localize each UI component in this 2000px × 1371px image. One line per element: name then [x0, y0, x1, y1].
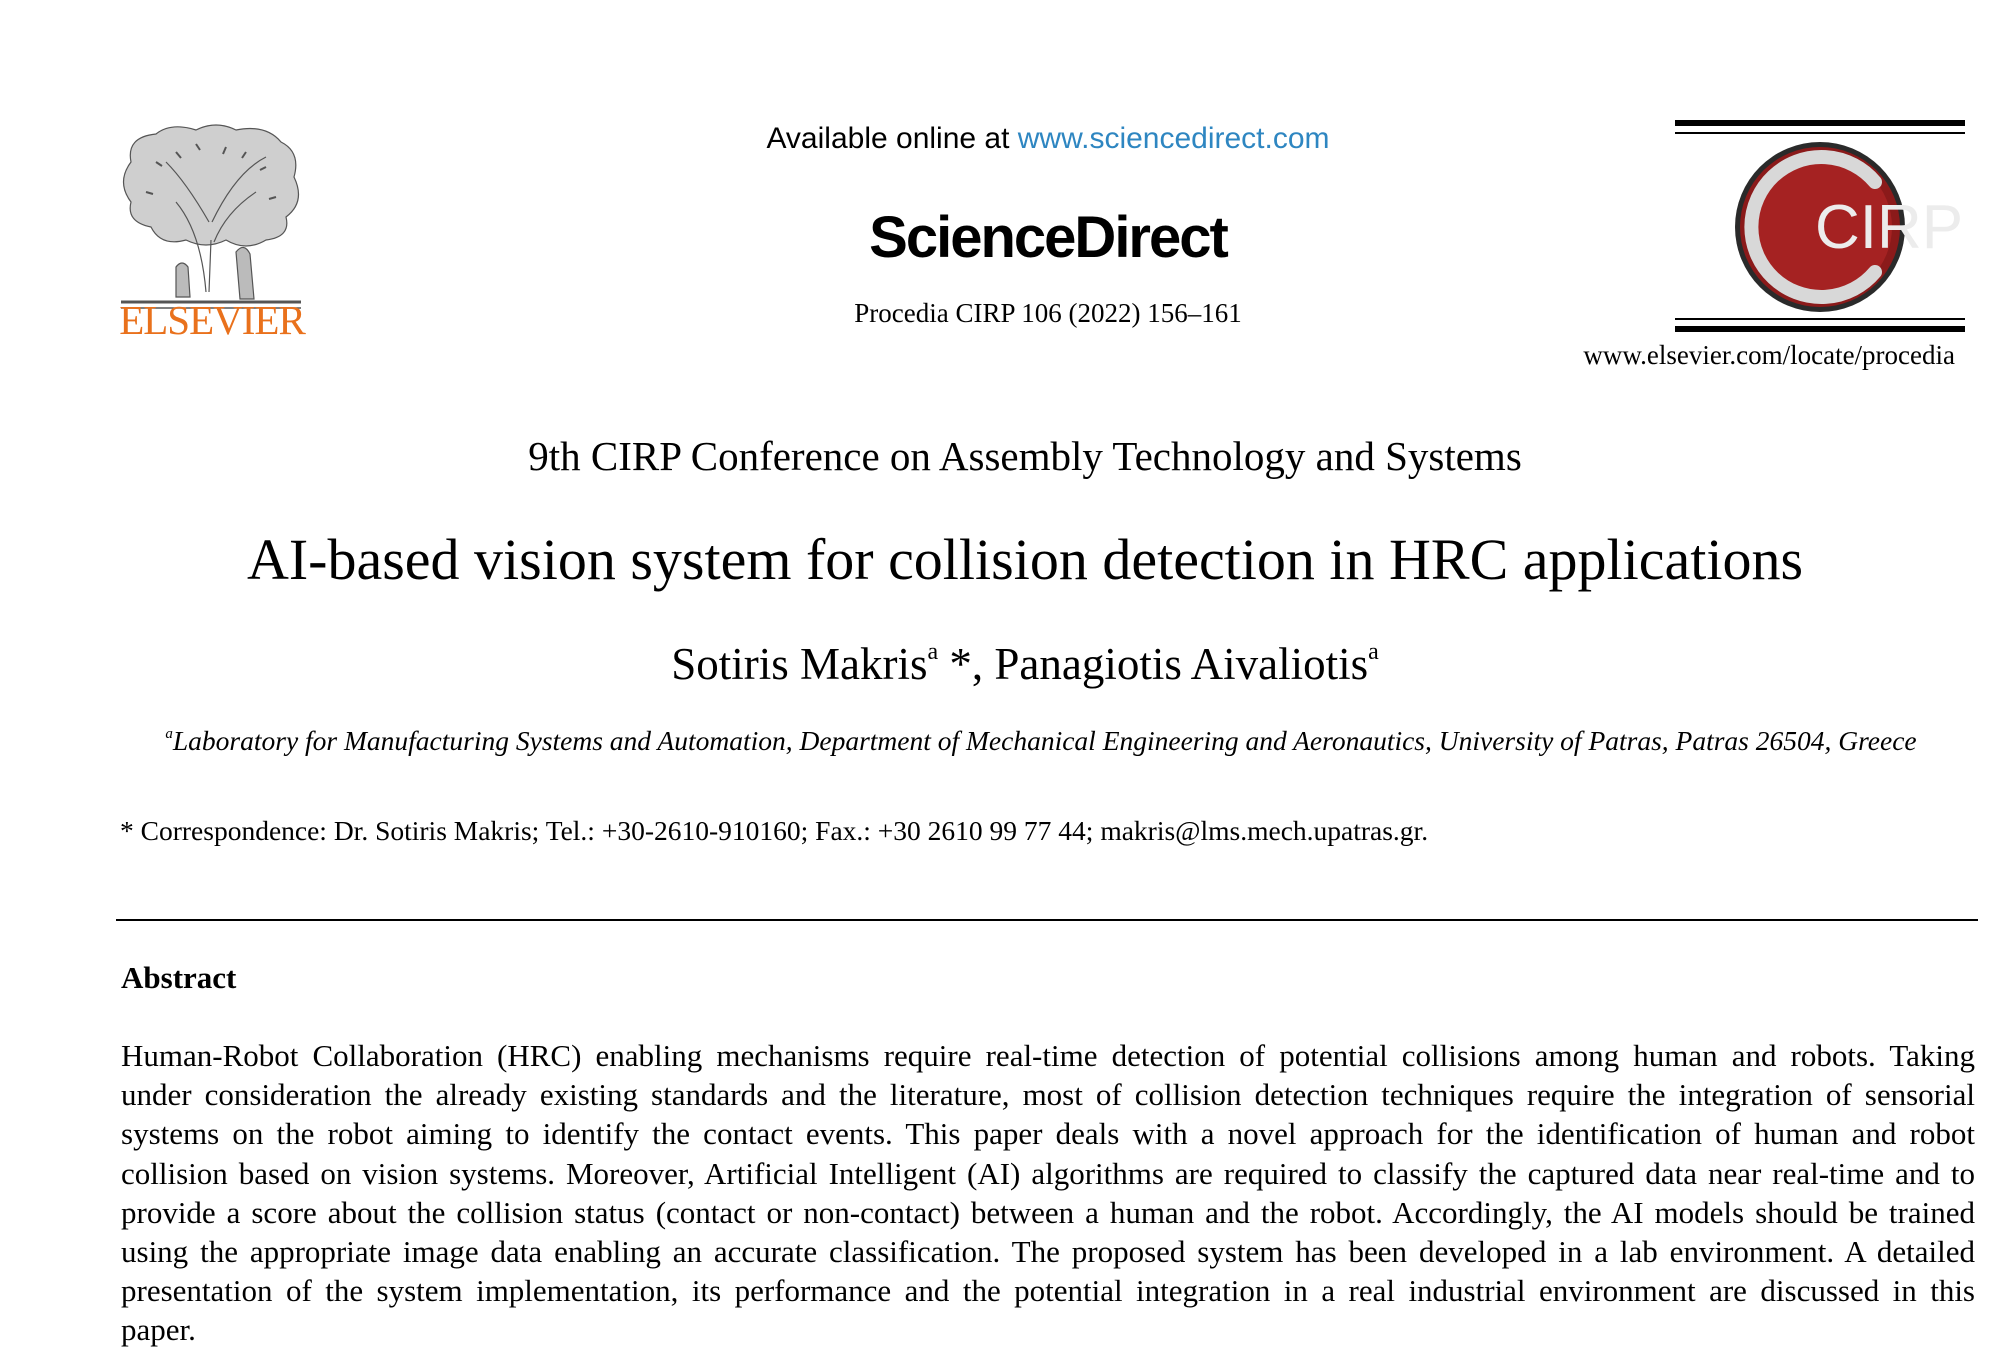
publisher-name: ELSEVIER	[119, 297, 305, 343]
correspondence-line: * Correspondence: Dr. Sotiris Makris; Tel.: +30-2610-910160; Fax.: +30 2610 99 77 44; makris@lms.mech.upatras.gr.	[120, 815, 1429, 846]
abstract-line: using the appropriate image data enabling an accurate classification. The proposed system has been developed in a lab environment. A detailed	[121, 1234, 1975, 1270]
abstract-body	[121, 1036, 1975, 1350]
author-affiliation-marker: a	[1368, 639, 1379, 665]
paper-title: AI-based vision system for collision detection in HRC applications	[246, 527, 1804, 592]
abstract-line: paper.	[121, 1312, 196, 1348]
availability-line	[560, 122, 1536, 156]
affiliation-marker: a	[165, 726, 173, 742]
abstract-heading: Abstract	[121, 960, 237, 995]
availability-prefix: Available online at	[766, 122, 1018, 155]
affiliation	[124, 725, 1958, 757]
abstract-line: Human-Robot Collaboration (HRC) enabling mechanisms require real-time detection of potential collisions among human and robots. Taking	[121, 1038, 1975, 1073]
author-list	[0, 638, 2000, 690]
conference-name: 9th CIRP Conference on Assembly Technology and Systems	[528, 433, 1522, 479]
sciencedirect-wordmark: ScienceDirect	[869, 205, 1227, 270]
cirp-logo-text: CIRP	[1815, 193, 1964, 262]
author-name: Sotiris Makris	[671, 639, 928, 689]
author-separator: *,	[938, 639, 995, 689]
journal-homepage-url[interactable]: www.elsevier.com/locate/procedia	[1583, 340, 1955, 370]
section-divider	[116, 919, 1978, 921]
author-name: Panagiotis Aivaliotis	[994, 639, 1369, 689]
author-affiliation-marker: a	[927, 639, 939, 665]
abstract-line: provide a score about the collision status (contact or non-contact) between a human and the robot. Accordingly, the AI models should be trained	[121, 1194, 1975, 1230]
abstract-line: systems on the robot aiming to identify the contact events. This paper deals with a novel approach for the identification of human and robot	[121, 1116, 1975, 1152]
sciencedirect-link[interactable]: www.sciencedirect.com	[1017, 122, 1330, 155]
abstract-line: collision based on vision systems. Moreover, Artificial Intelligent (AI) algorithms are required to classify the captured data near real-time and to	[121, 1155, 1975, 1191]
abstract-line: under consideration the already existing standards and the literature, most of collision detection techniques require the integration of sensorial	[121, 1077, 1975, 1113]
abstract-line: presentation of the system implementation, its performance and the potential integration in a real industrial environment are discussed in this	[121, 1273, 1975, 1309]
journal-citation: Procedia CIRP 106 (2022) 156–161	[854, 298, 1242, 328]
affiliation-text: Laboratory for Manufacturing Systems and Automation, Department of Mechanical Engineering and Aeronautics, University of Patras, Patras 26504, Greece	[172, 725, 1917, 756]
cirp-logo	[1675, 120, 1965, 340]
